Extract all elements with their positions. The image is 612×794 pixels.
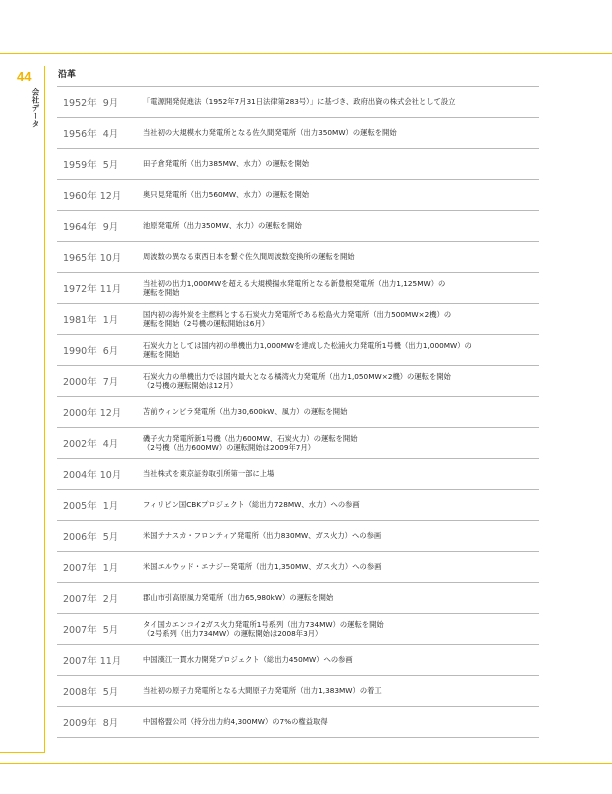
bottom-rule: [0, 763, 612, 764]
top-rule: [0, 53, 612, 54]
history-event: 池原発電所（出力350MW、水力）の運転を開始: [143, 211, 539, 242]
history-table: [57, 86, 539, 738]
history-event: 田子倉発電所（出力385MW、水力）の運転を開始: [143, 149, 539, 180]
history-event: 米国エルウッド・エナジー発電所（出力1,350MW、ガス火力）への参画: [143, 552, 539, 583]
history-event: 「電源開発促進法（1952年7月31日法律第283号）」に基づき、政府出資の株式会社として設立: [143, 87, 539, 118]
section-label: 会社データ: [31, 88, 40, 128]
history-row: [57, 707, 539, 738]
history-date: 1956年 4月: [57, 118, 143, 149]
page-number: 44: [17, 69, 32, 84]
history-date: 2007年 1月: [57, 552, 143, 583]
history-heading: 沿革: [58, 70, 77, 80]
history-event: 国内初の海外炭を主燃料とする石炭火力発電所である松島火力発電所（出力500MW×2機）の 運転を開始（2号機の運転開始は6月）: [143, 304, 539, 335]
history-date: 2006年 5月: [57, 521, 143, 552]
history-row: [57, 242, 539, 273]
history-row: [57, 645, 539, 676]
history-row: [57, 614, 539, 645]
history-date: 2004年 10月: [57, 459, 143, 490]
history-row: [57, 521, 539, 552]
history-event: タイ国カエンコイ2ガス火力発電所1号系列（出力734MW）の運転を開始 （2号系列（出力734MW）の運転開始は2008年3月）: [143, 614, 539, 645]
history-body: [57, 87, 539, 738]
history-row: [57, 552, 539, 583]
history-event: フィリピン国CBKプロジェクト（総出力728MW、水力）への参画: [143, 490, 539, 521]
history-date: 1990年 6月: [57, 335, 143, 366]
history-event: 当社初の出力1,000MWを超える大規模揚水発電所となる新豊根発電所（出力1,125MW）の 運転を開始: [143, 273, 539, 304]
history-date: 1964年 9月: [57, 211, 143, 242]
history-date: 1972年 11月: [57, 273, 143, 304]
history-date: 2007年 5月: [57, 614, 143, 645]
history-date: 2007年 2月: [57, 583, 143, 614]
history-event: 中国格盟公司（持分出力約4,300MW）の7%の権益取得: [143, 707, 539, 738]
history-date: 1959年 5月: [57, 149, 143, 180]
history-event: 奥只見発電所（出力560MW、水力）の運転を開始: [143, 180, 539, 211]
history-row: [57, 366, 539, 397]
history-date: 2005年 1月: [57, 490, 143, 521]
history-event: 郡山市引高原風力発電所（出力65,980kW）の運転を開始: [143, 583, 539, 614]
history-row: [57, 149, 539, 180]
history-date: 2007年 11月: [57, 645, 143, 676]
history-row: [57, 273, 539, 304]
history-date: 1952年 9月: [57, 87, 143, 118]
history-event: 中国漢江一貫水力開発プロジェクト（総出力450MW）への参画: [143, 645, 539, 676]
history-row: [57, 180, 539, 211]
history-event: 苫前ウィンビラ発電所（出力30,600kW、風力）の運転を開始: [143, 397, 539, 428]
history-row: [57, 335, 539, 366]
history-row: [57, 304, 539, 335]
history-event: 当社株式を東京証券取引所第一部に上場: [143, 459, 539, 490]
history-row: [57, 676, 539, 707]
history-row: [57, 211, 539, 242]
history-date: 2000年 12月: [57, 397, 143, 428]
history-date: 1965年 10月: [57, 242, 143, 273]
history-date: 2002年 4月: [57, 428, 143, 459]
side-panel: [0, 66, 45, 753]
history-event: 磯子火力発電所新1号機（出力600MW、石炭火力）の運転を開始 （2号機（出力600MW）の運転開始は2009年7月）: [143, 428, 539, 459]
history-event: 当社初の大規模水力発電所となる佐久間発電所（出力350MW）の運転を開始: [143, 118, 539, 149]
history-event: 石炭火力としては国内初の単機出力1,000MWを達成した松浦火力発電所1号機（出力1,000MW）の 運転を開始: [143, 335, 539, 366]
history-date: 1960年 12月: [57, 180, 143, 211]
history-row: [57, 118, 539, 149]
history-event: 石炭火力の単機出力では国内最大となる橘湾火力発電所（出力1,050MW×2機）の運転を開始 （2号機の運転開始は12月）: [143, 366, 539, 397]
history-row: [57, 459, 539, 490]
history-date: 1981年 1月: [57, 304, 143, 335]
history-row: [57, 428, 539, 459]
history-date: 2008年 5月: [57, 676, 143, 707]
history-date: 2009年 8月: [57, 707, 143, 738]
history-row: [57, 490, 539, 521]
history-event: 当社初の原子力発電所となる大間原子力発電所（出力1,383MW）の着工: [143, 676, 539, 707]
history-row: [57, 583, 539, 614]
history-row: [57, 397, 539, 428]
history-event: 周波数の異なる東西日本を繋ぐ佐久間周波数変換所の運転を開始: [143, 242, 539, 273]
history-date: 2000年 7月: [57, 366, 143, 397]
history-row: [57, 87, 539, 118]
history-event: 米国テナスカ・フロンティア発電所（出力830MW、ガス火力）への参画: [143, 521, 539, 552]
